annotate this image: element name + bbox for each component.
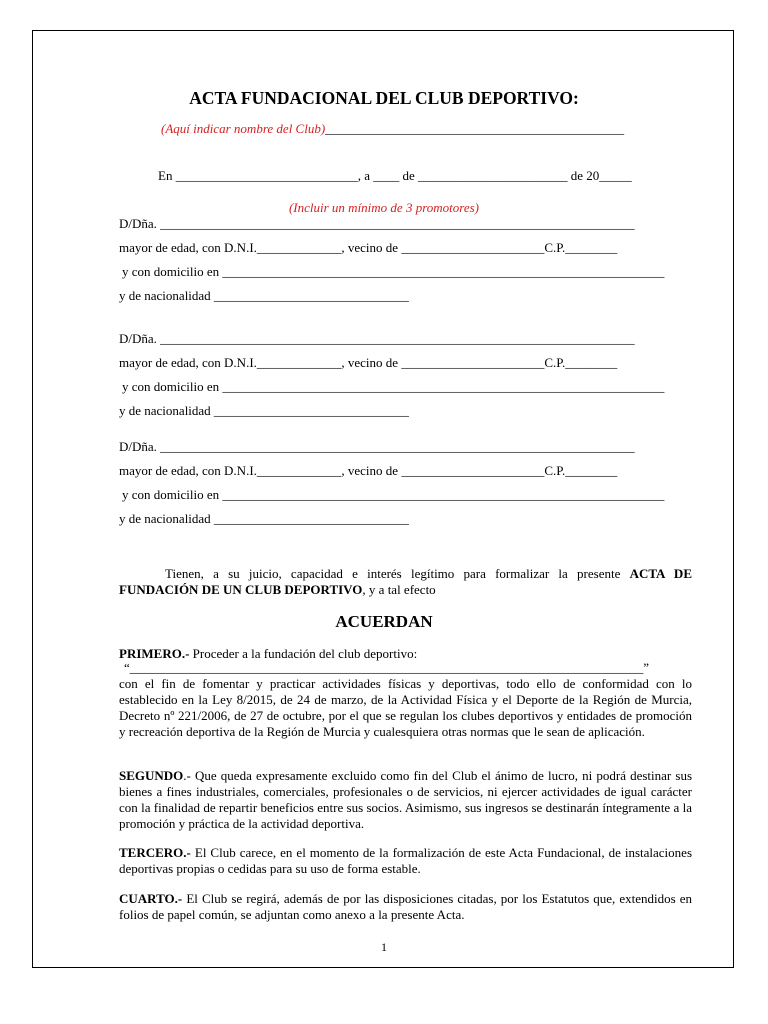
cuarto-text: El Club se regirá, además de por las disposiciones citadas, por los Estatutos que, extendidos en folios de papel común, se adjuntan como anexo a la presente Acta. <box>119 891 692 922</box>
promoter-2-id[interactable]: mayor de edad, con D.N.I._____________, vecino de ______________________C.P.________ <box>119 355 618 370</box>
promoter-3-id[interactable]: mayor de edad, con D.N.I._____________, vecino de ______________________C.P.________ <box>119 463 618 478</box>
primero-quote-open: “ <box>124 660 130 675</box>
promoter-2-name[interactable]: D/Dña. _________________________________________________________________________ <box>119 331 635 346</box>
promoter-3-address[interactable]: y con domicilio en ____________________________________________________________________ <box>122 487 665 502</box>
place-date-line[interactable]: En ____________________________, a ____ de _______________________ de 20_____ <box>158 168 632 183</box>
primero-quote-blank[interactable]: _______________________________________________________________________________ <box>129 660 644 675</box>
promoter-2-nationality[interactable]: y de nacionalidad ______________________________ <box>119 403 409 418</box>
primero-quote-line[interactable] <box>124 660 649 676</box>
primero-text1: Proceder a la fundación del club deportivo: <box>189 646 418 661</box>
tercero-label: TERCERO.- <box>119 845 191 860</box>
promoter-1-nationality[interactable]: y de nacionalidad ______________________________ <box>119 288 409 303</box>
club-name-blank[interactable]: ______________________________________________ <box>325 121 625 136</box>
promoters-hint: (Incluir un mínimo de 3 promotores) <box>288 200 480 215</box>
club-name-hint: (Aquí indicar nombre del Club) <box>161 121 326 136</box>
promoter-3-nationality[interactable]: y de nacionalidad ______________________________ <box>119 511 409 526</box>
club-name-line <box>161 121 624 137</box>
primero-label: PRIMERO.- <box>119 646 190 661</box>
promoter-1-address[interactable]: y con domicilio en ____________________________________________________________________ <box>122 264 665 279</box>
promoter-1-name[interactable]: D/Dña. _________________________________________________________________________ <box>119 216 635 231</box>
tercero-paragraph <box>119 845 692 877</box>
acuerdan-heading: ACUERDAN <box>335 612 433 631</box>
intro-bold: ACTA DE FUNDACIÓN DE UN CLUB DEPORTIVO <box>119 566 692 597</box>
promoter-3-name[interactable]: D/Dña. _________________________________________________________________________ <box>119 439 635 454</box>
segundo-paragraph <box>119 768 692 832</box>
document-title: ACTA FUNDACIONAL DEL CLUB DEPORTIVO: <box>189 88 579 108</box>
segundo-label: SEGUNDO <box>119 768 184 783</box>
intro-text-before: Tienen, a su juicio, capacidad e interés legítimo para formalizar la presente <box>165 566 630 581</box>
primero-body: con el fin de fomentar y practicar actividades físicas y deportivas, todo ello de conformidad con lo establecido en la Ley 8/2015, de 24 de marzo, de la Actividad Física y el Deporte de la Región de Murcia, Decreto nº 221/2006, de 27 de octubre, por el que se regulan los clubes deportivos y entidades de promoción y recreación deportiva de la Región de Murcia y cualesquiera otras normas que le sean de aplicación. <box>119 676 692 739</box>
tercero-text: El Club carece, en el momento de la formalización de este Acta Fundacional, de instalaciones deportivas propias o cedidas para su uso de forma estable. <box>119 845 692 876</box>
promoter-1-id[interactable]: mayor de edad, con D.N.I._____________, vecino de ______________________C.P.________ <box>119 240 618 255</box>
primero-quote-close: ” <box>643 660 650 675</box>
intro-text-after: , y a tal efecto <box>362 582 436 597</box>
intro-paragraph <box>119 566 692 598</box>
page-number: 1 <box>381 940 387 954</box>
segundo-text: .- Que queda expresamente excluido como fin del Club el ánimo de lucro, ni podrá destinar sus bienes a fines industriales, comerciales, profesionales o de servicios, ni ejercer actividades de igual carácter con la finalidad de repartir beneficios entre sus socios. Asimismo, sus ingresos se destinarán íntegramente a la promoción y práctica de la actividad deportiva. <box>119 768 692 831</box>
promoter-2-address[interactable]: y con domicilio en ____________________________________________________________________ <box>122 379 665 394</box>
cuarto-label: CUARTO.- <box>119 891 183 906</box>
cuarto-paragraph <box>119 891 692 923</box>
